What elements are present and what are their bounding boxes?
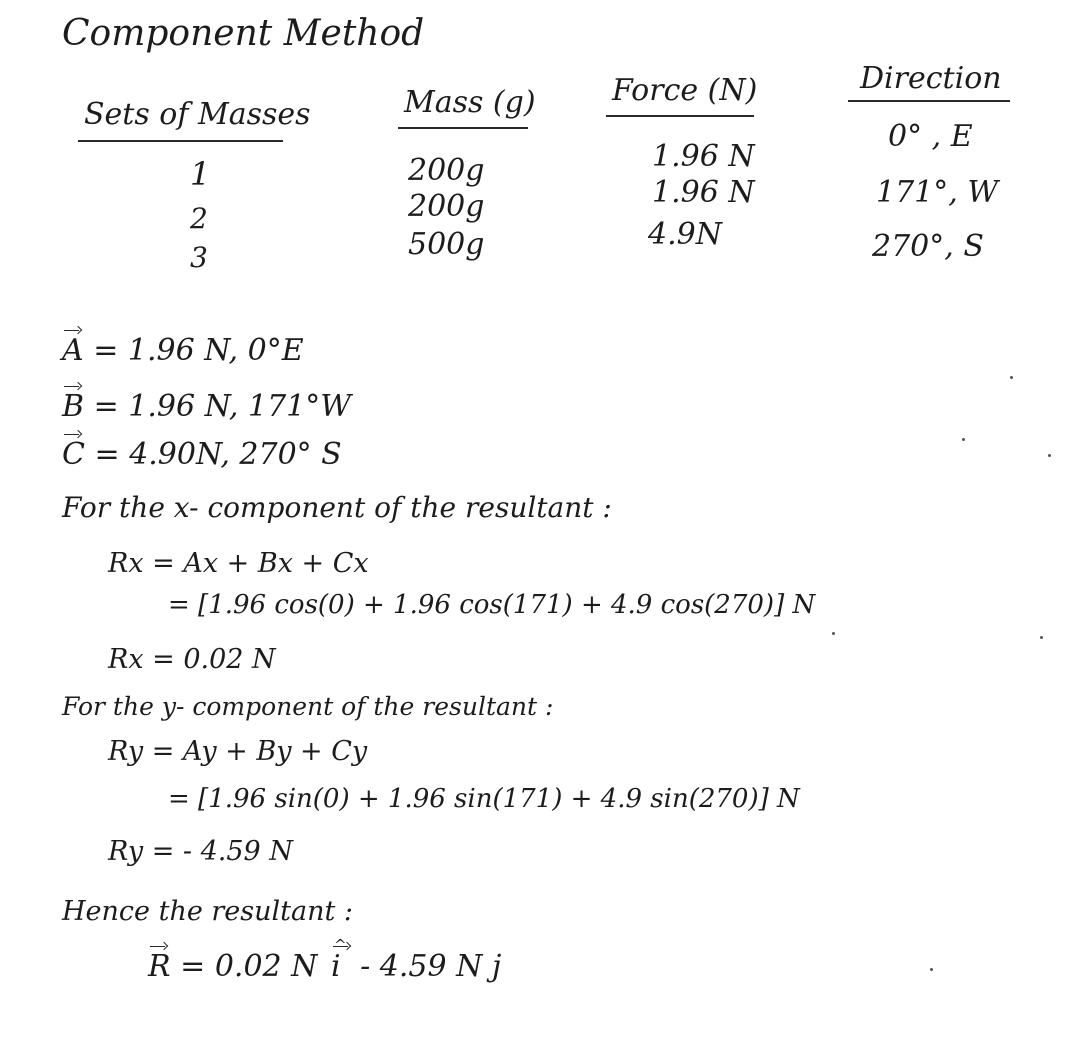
paper-speck bbox=[832, 632, 835, 635]
header-underline-force bbox=[606, 115, 754, 117]
cell-mass: 500g bbox=[408, 227, 485, 262]
x-result bbox=[108, 646, 276, 673]
vector-c-line bbox=[62, 437, 342, 472]
x-line-1 bbox=[108, 550, 369, 577]
cell-force: 1.96 N bbox=[652, 139, 755, 174]
paper-speck bbox=[1010, 376, 1013, 379]
x-line-1-lhs: Rx bbox=[108, 548, 144, 579]
unit-j-letter: j bbox=[491, 949, 502, 984]
y-result bbox=[108, 838, 293, 865]
resultant-equals: = bbox=[180, 949, 206, 984]
unit-vector-i bbox=[330, 936, 347, 984]
cell-set: 2 bbox=[190, 202, 208, 235]
resultant-symbol: R bbox=[148, 949, 171, 984]
paper-speck bbox=[930, 968, 933, 971]
x-line-1-rhs: = Ax + Bx + Cx bbox=[152, 548, 369, 579]
header-sets-of-masses: Sets of Masses bbox=[84, 97, 311, 132]
cell-direction: 171°, W bbox=[876, 175, 999, 210]
y-line-1-rhs: = Ay + By + Cy bbox=[151, 736, 368, 767]
vector-b-symbol: B bbox=[62, 389, 85, 424]
header-force: Force (N) bbox=[612, 73, 758, 108]
cell-direction: 270°, S bbox=[872, 229, 984, 264]
cell-force: 4.9N bbox=[648, 217, 722, 252]
y-line-1-lhs: Ry bbox=[108, 736, 144, 767]
unit-i-letter: i bbox=[330, 949, 341, 984]
y-heading: For the y- component of the resultant : bbox=[62, 692, 554, 721]
y-result-rhs: = - 4.59 N bbox=[151, 836, 293, 867]
header-mass: Mass (g) bbox=[404, 85, 536, 120]
vector-b-line bbox=[62, 389, 352, 424]
vector-c-value: = 4.90N, 270° S bbox=[94, 437, 342, 472]
y-line-2: = [1.96 sin(0) + 1.96 sin(171) + 4.9 sin(270)] N bbox=[168, 784, 800, 814]
cell-direction: 0° , E bbox=[888, 119, 973, 154]
paper-speck bbox=[962, 438, 965, 441]
vector-a-value: = 1.96 N, 0°E bbox=[93, 333, 304, 368]
header-underline-sets bbox=[78, 140, 283, 142]
paper-speck bbox=[1040, 636, 1043, 639]
cell-force: 1.96 N bbox=[652, 175, 755, 210]
cell-mass: 200g bbox=[408, 189, 485, 224]
cell-set: 3 bbox=[190, 241, 208, 274]
header-underline-mass bbox=[398, 127, 528, 129]
y-result-lhs: Ry bbox=[108, 836, 144, 867]
header-underline-direction bbox=[848, 100, 1010, 102]
page-title: Component Method bbox=[62, 13, 425, 54]
x-result-rhs: = 0.02 N bbox=[152, 644, 276, 675]
unit-hat-mark: ^ bbox=[333, 936, 347, 954]
x-result-lhs: Rx bbox=[108, 644, 144, 675]
vector-a-line bbox=[62, 333, 304, 368]
cell-set: 1 bbox=[190, 155, 211, 193]
resultant-equation bbox=[148, 936, 502, 984]
vector-b-value: = 1.96 N, 171°W bbox=[93, 389, 352, 424]
resultant-y-part: - 4.59 N bbox=[360, 949, 483, 984]
x-line-2: = [1.96 cos(0) + 1.96 cos(171) + 4.9 cos(270)] N bbox=[168, 590, 816, 620]
x-heading: For the x- component of the resultant : bbox=[62, 491, 612, 524]
vector-a-symbol: A bbox=[62, 333, 84, 368]
vector-c-symbol: C bbox=[62, 437, 85, 472]
resultant-x-part: 0.02 N bbox=[214, 949, 318, 984]
header-direction: Direction bbox=[860, 61, 1002, 96]
paper-speck bbox=[1048, 454, 1051, 457]
y-line-1 bbox=[108, 738, 367, 765]
cell-mass: 200g bbox=[408, 153, 485, 188]
resultant-heading: Hence the resultant : bbox=[62, 896, 354, 927]
